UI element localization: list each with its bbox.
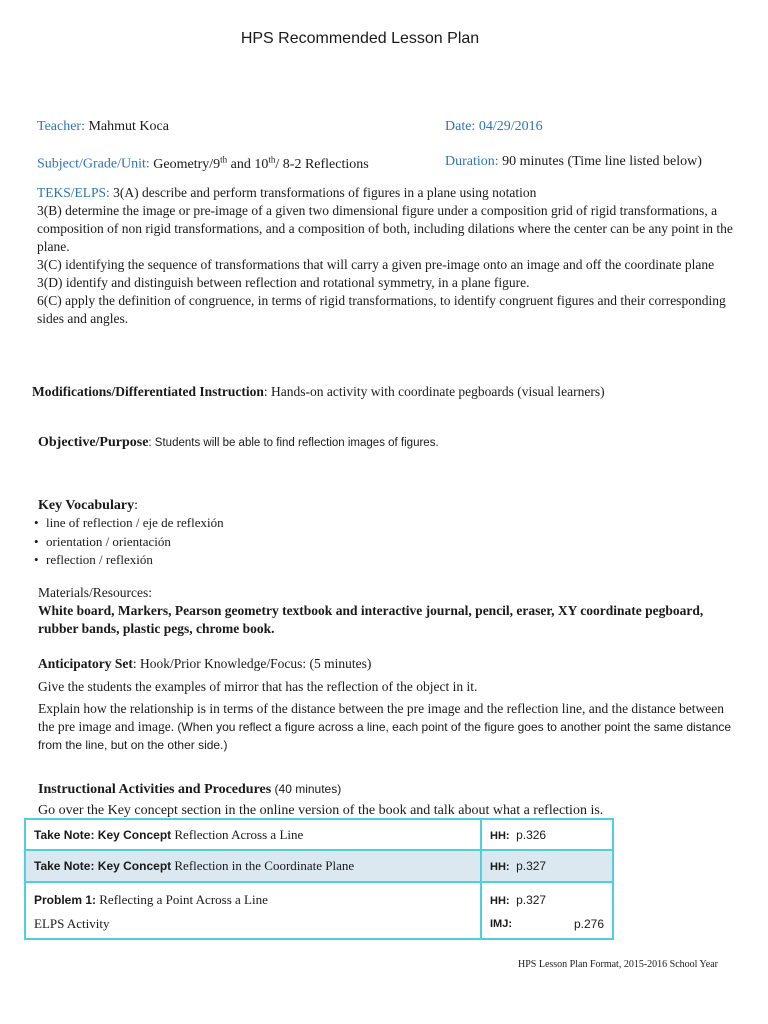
table-cell-activity <box>25 819 481 850</box>
table-cell-ref <box>481 819 613 850</box>
anticipatory-section <box>38 655 738 754</box>
subject-grade-a: Geometry/9 <box>153 156 221 172</box>
vocabulary-label: Key Vocabulary <box>38 498 135 513</box>
ref-label: HH: <box>490 861 510 873</box>
row-label: Problem 1: <box>34 893 97 907</box>
duration-line <box>445 154 702 170</box>
row-text: Reflection Across a Line <box>171 826 304 842</box>
teks-standard-3a: 3(A) describe and perform transformations of figures in a plane using notation <box>113 185 537 200</box>
teacher-name: Mahmut Koca <box>88 119 169 134</box>
anticipatory-explain: Explain how the relationship is in terms of the distance between the pre image and the reflection line, and the distance between the pre image and image. <box>38 701 725 734</box>
row-label: Take Note: Key Concept <box>34 827 172 842</box>
procedures-table <box>24 818 614 940</box>
page-footer: HPS Lesson Plan Format, 2015-2016 School Year <box>517 959 718 970</box>
row-line-2: ELPS Activity <box>34 916 110 931</box>
objective-label: Objective/Purpose <box>38 435 149 450</box>
teks-standard-3d: 3(D) identify and distinguish between reflection and rotational symmetry, in a plane figure. <box>37 275 530 290</box>
teks-section <box>37 184 737 328</box>
teks-standard-6c: 6(C) apply the definition of congruence, in terms of rigid transformations, to identify congruent figures and their corresponding sides and angles. <box>37 293 726 326</box>
ref-page: p.326 <box>516 827 547 842</box>
ref-label: HH: <box>490 895 510 907</box>
table-row <box>25 850 613 882</box>
table-row <box>25 819 613 850</box>
teacher-label: Teacher: <box>37 119 85 134</box>
ref-page: p.327 <box>516 893 547 907</box>
subject-label: Subject/Grade/Unit: <box>37 156 150 172</box>
subject-value <box>153 154 369 172</box>
instructional-heading <box>38 779 738 800</box>
teks-label: TEKS/ELPS: <box>37 185 110 200</box>
list-item: • line of reflection / eje de reflexión <box>34 514 738 533</box>
modifications-label: Modifications/Differentiated Instruction <box>32 384 264 399</box>
anticipatory-paragraph-2 <box>38 700 738 754</box>
anticipatory-focus: : Hook/Prior Knowledge/Focus: (5 minutes) <box>132 656 372 671</box>
duration-value: 90 minutes (Time line listed below) <box>502 154 702 169</box>
objective-line <box>38 435 439 451</box>
ref-label: IMJ: <box>490 918 512 930</box>
objective-value: : Students will be able to find reflection images of figures. <box>148 437 439 449</box>
instructional-time: (40 minutes) <box>271 782 342 796</box>
ref-page: p.276 <box>573 917 604 931</box>
row-text: Reflecting a Point Across a Line <box>96 892 268 907</box>
anticipatory-note: (When you reflect a figure across a line, each point of the figure goes to another point the same distance from the line, but on the other side.) <box>38 720 732 752</box>
subject-sup-a: th <box>220 154 228 164</box>
date-line <box>445 119 543 135</box>
teks-standard-3b: 3(B) determine the image or pre-image of a given two dimensional figure under a composition grid of rigid transformations, a composition of non rigid transformations, and a composition of both, including dilations where the center can be any point in the plane. <box>37 203 733 254</box>
table-cell-ref <box>481 850 613 882</box>
materials-section <box>38 584 728 638</box>
instructional-section <box>38 779 738 821</box>
vocabulary-heading <box>38 498 738 514</box>
date-value: 04/29/2016 <box>478 119 543 134</box>
date-label: Date: <box>445 119 476 134</box>
anticipatory-paragraph-1: Give the students the examples of mirror that has the reflection of the object in it. <box>38 679 478 694</box>
modifications-value: : Hands-on activity with coordinate pegboards (visual learners) <box>263 384 605 399</box>
instructional-intro: Go over the Key concept section in the online version of the book and talk about what a reflection is. <box>38 803 604 818</box>
subject-sup-b: th <box>268 154 276 164</box>
anticipatory-heading <box>38 655 738 673</box>
table-cell-ref <box>481 882 613 939</box>
table-cell-activity <box>25 850 481 882</box>
teacher-line <box>37 119 169 135</box>
materials-list: White board, Markers, Pearson geometry textbook and interactive journal, pencil, eraser, XY coordinate pegboard, rubber bands, plastic pegs, chrome book. <box>38 603 704 636</box>
list-item: • reflection / reflexión <box>34 551 738 570</box>
row-text: Reflection in the Coordinate Plane <box>171 858 355 873</box>
instructional-label: Instructional Activities and Procedures <box>38 782 272 797</box>
page-title: HPS Recommended Lesson Plan <box>240 30 480 47</box>
vocabulary-colon: : <box>134 498 138 513</box>
ref-page: p.327 <box>516 859 547 873</box>
ref-label: HH: <box>490 829 510 842</box>
list-item: • orientation / orientación <box>34 533 738 552</box>
ref-line-2 <box>490 913 604 936</box>
materials-label: Materials/Resources: <box>38 585 152 600</box>
vocabulary-section <box>38 498 738 570</box>
anticipatory-label: Anticipatory Set <box>38 656 133 671</box>
teks-standard-3c: 3(C) identifying the sequence of transformations that will carry a given pre-image onto an image and off the coordinate plane <box>37 257 715 272</box>
teks-first-line <box>37 184 737 202</box>
subject-line <box>37 154 369 173</box>
ref-line-1 <box>490 888 604 913</box>
subject-grade-b: and 10 <box>227 156 269 172</box>
row-line-1 <box>34 888 472 912</box>
duration-label: Duration: <box>445 154 499 169</box>
table-row <box>25 882 613 939</box>
modifications-line <box>32 384 605 400</box>
subject-unit: / 8-2 Reflections <box>275 156 369 172</box>
table-cell-activity <box>25 882 481 939</box>
vocabulary-list <box>34 514 738 570</box>
row-label: Take Note: Key Concept <box>34 859 172 873</box>
